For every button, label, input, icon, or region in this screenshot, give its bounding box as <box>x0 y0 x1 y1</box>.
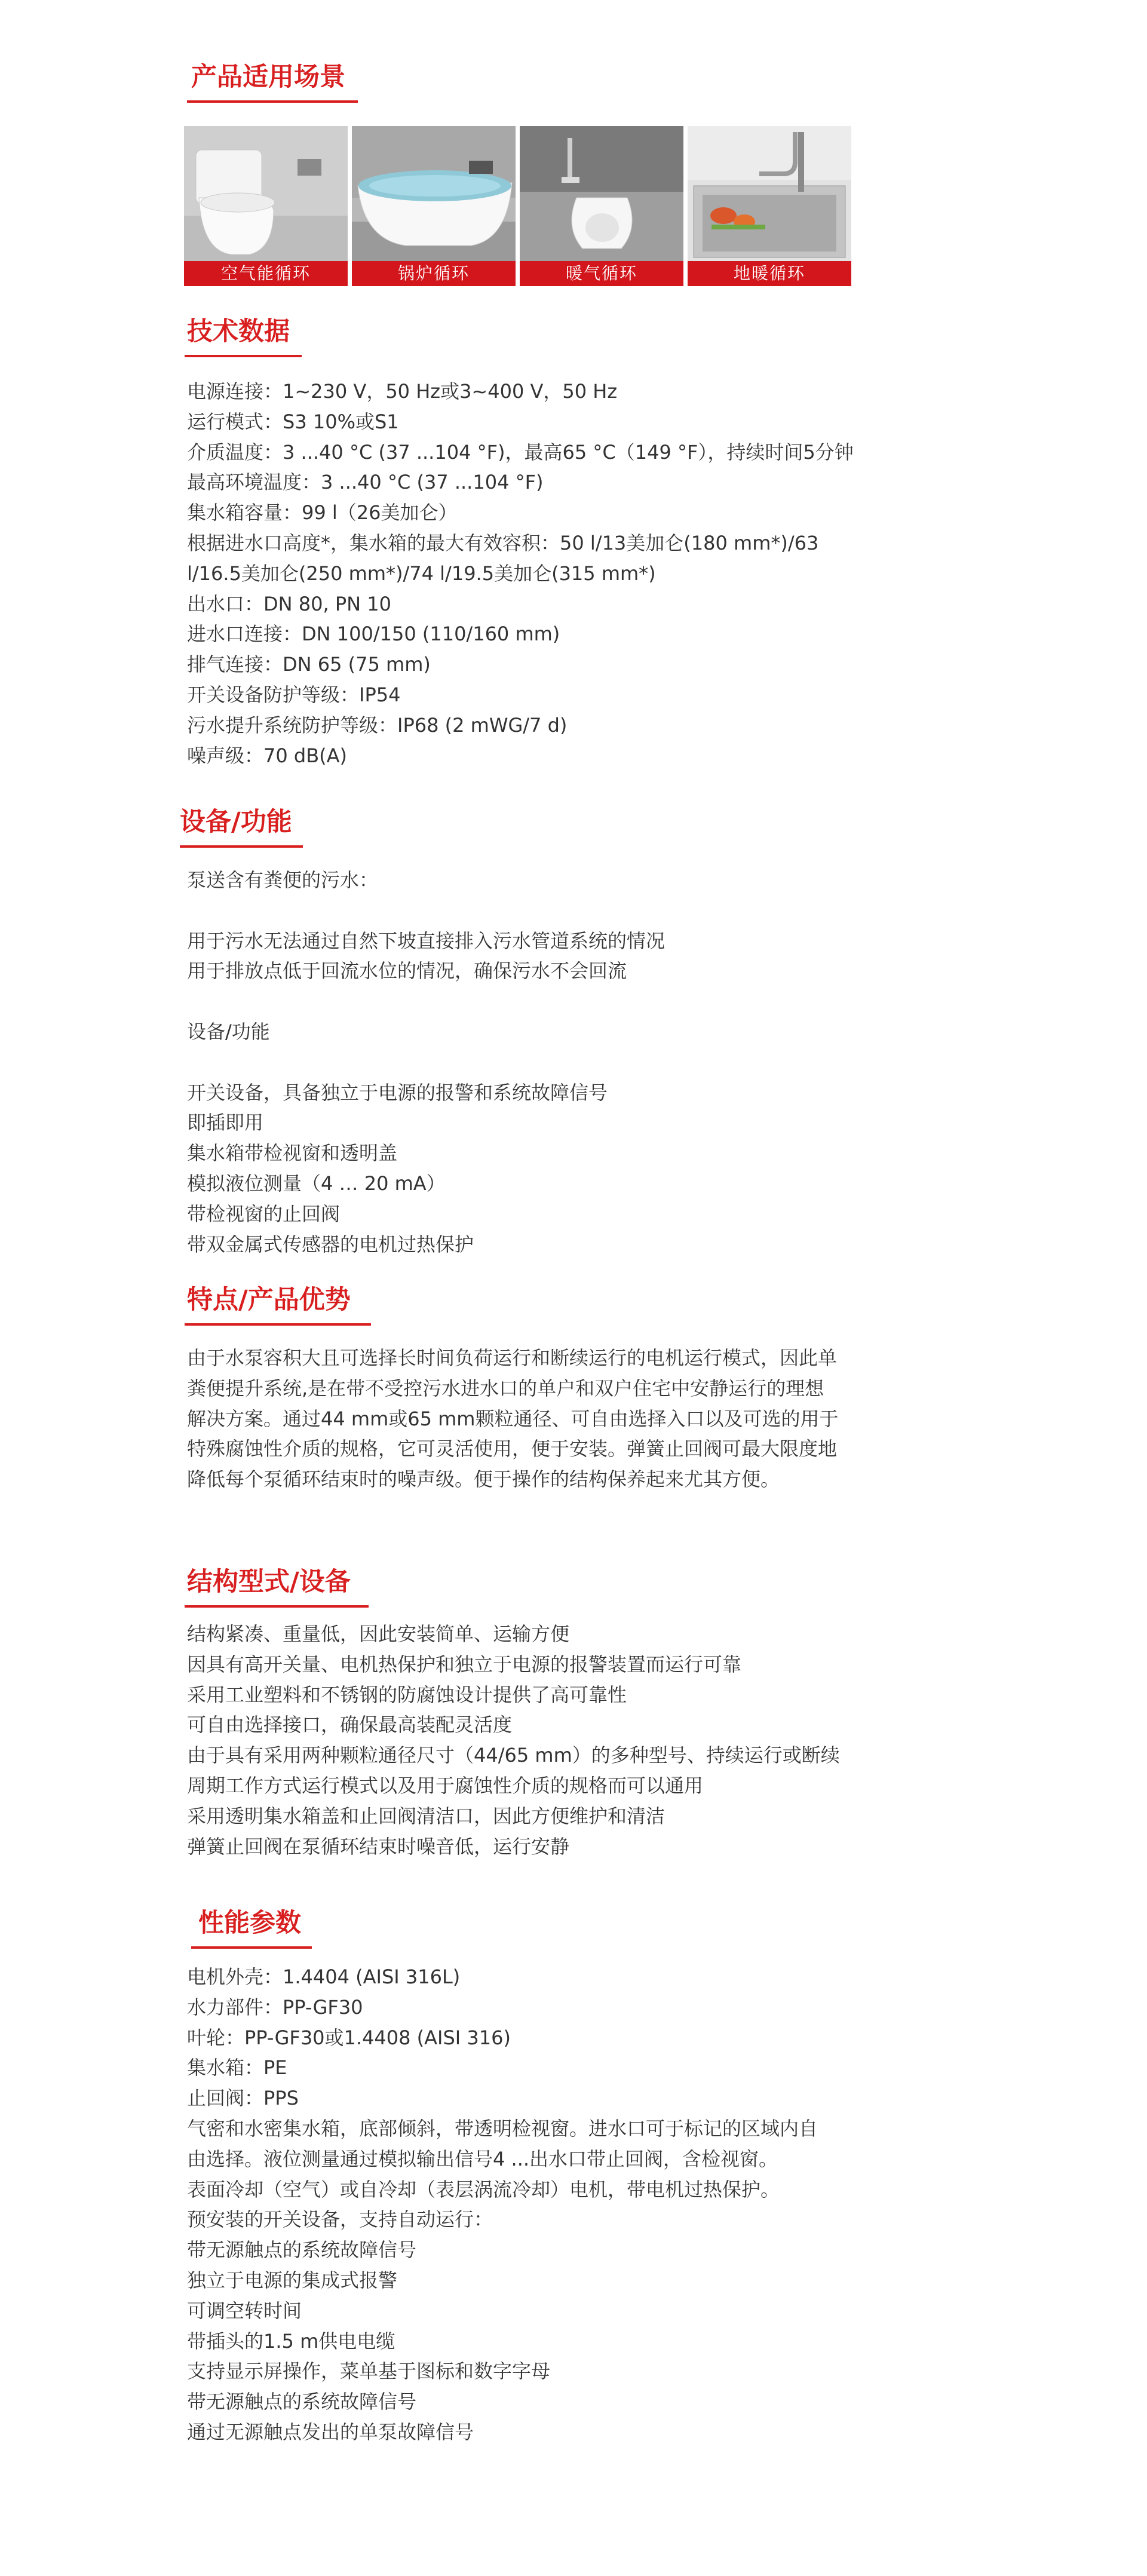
tech-data-line: 集水箱容量：99 l（26美加仑） <box>187 501 458 525</box>
performance-line: 预安装的开关设备，支持自动运行： <box>187 2208 493 2231</box>
toilet-icon <box>184 126 348 261</box>
equipment-line: 集水箱带检视窗和透明盖 <box>187 1142 398 1165</box>
structure-line: 结构紧凑、重量低，因此安装简单、运输方便 <box>187 1623 570 1645</box>
tech-data-line: 最高环境温度：3 ...40 °C (37 ...104 °F) <box>187 471 544 494</box>
scenarios-underline <box>187 100 358 103</box>
performance-line: 独立于电源的集成式报警 <box>187 2268 398 2292</box>
performance-underline <box>191 1946 312 1949</box>
performance-line: 水力部件：PP-GF30 <box>187 1995 363 2019</box>
performance-line: 表面冷却（空气）或自冷却（表层涡流冷却）电机，带电机过热保护。 <box>187 2178 780 2201</box>
performance-line: 气密和水密集水箱，底部倾斜，带透明检视窗。进水口可于标记的区域内自 <box>187 2117 818 2140</box>
performance-title: 性能参数 <box>198 1908 301 1938</box>
tech-data-line: 介质温度：3 ...40 °C (37 ...104 °F)，最高65 °C（149 °F），持续时间5分钟 <box>187 440 854 464</box>
scenario-label: 地暖循环 <box>688 261 851 286</box>
structure-underline <box>185 1605 369 1608</box>
scenario-gallery <box>184 126 852 286</box>
equipment-line: 用于污水无法通过自然下坡直接排入污水管道系统的情况 <box>187 929 665 952</box>
bathtub-icon <box>352 126 516 261</box>
tech-data-line: l/16.5美加仑(250 mm*)/74 l/19.5美加仑(315 mm*) <box>187 562 656 585</box>
structure-line: 周期工作方式运行模式以及用于腐蚀性介质的规格而可以通用 <box>187 1774 704 1797</box>
tech-data-line: 进水口连接：DN 100/150 (110/160 mm) <box>187 622 560 646</box>
features-underline <box>185 1323 371 1326</box>
features-line: 粪便提升系统,是在带不受控污水进水口的单户和双户住宅中安静运行的理想 <box>187 1376 824 1400</box>
equipment-line: 开关设备，具备独立于电源的报警和系统故障信号 <box>187 1081 608 1104</box>
equipment-underline <box>180 845 303 848</box>
equipment-line: 即插即用 <box>187 1111 264 1134</box>
equipment-line: 带检视窗的止回阀 <box>187 1202 341 1225</box>
tech-data-line: 排气连接：DN 65 (75 mm) <box>187 653 431 676</box>
structure-title: 结构型式/设备 <box>187 1567 351 1597</box>
scenario-tile-heating[interactable] <box>520 126 683 286</box>
tech-data-title: 技术数据 <box>187 317 290 346</box>
tech-data-line: 噪声级：70 dB(A) <box>187 744 348 767</box>
scenario-label: 锅炉循环 <box>352 261 516 286</box>
features-line: 由于水泵容积大且可选择长时间负荷运行和断续运行的电机运行模式，因此单 <box>187 1347 838 1369</box>
equipment-line: 模拟液位测量（4 … 20 mA） <box>187 1172 446 1195</box>
tech-data-line: 污水提升系统防护等级：IP68 (2 mWG/7 d) <box>187 713 568 737</box>
tech-data-underline <box>185 355 302 357</box>
tech-data-list <box>187 376 934 771</box>
squat-toilet-icon <box>520 126 683 261</box>
features-line: 解决方案。通过44 mm或65 mm颗粒通径、可自由选择入口以及可选的用于 <box>187 1407 839 1430</box>
blank-line <box>187 896 934 926</box>
performance-line: 电机外壳：1.4404 (AISI 316L) <box>187 1965 461 1988</box>
structure-line: 弹簧止回阀在泵循环结束时噪音低，运行安静 <box>187 1835 570 1858</box>
tech-data-line: 出水口：DN 80, PN 10 <box>187 592 391 615</box>
structure-line: 采用工业塑料和不锈钢的防腐蚀设计提供了高可靠性 <box>187 1683 627 1706</box>
scenario-tile-floor-heating[interactable] <box>688 126 851 286</box>
tech-data-line: 根据进水口高度*，集水箱的最大有效容积：50 l/13美加仑(180 mm*)/63 <box>187 531 819 554</box>
performance-line: 带插头的1.5 m供电电缆 <box>187 2329 395 2353</box>
scenario-label: 空气能循环 <box>184 261 348 286</box>
performance-line: 带无源触点的系统故障信号 <box>187 2238 417 2262</box>
features-paragraph <box>187 1343 880 1495</box>
equipment-line: 带双金属式传感器的电机过热保护 <box>187 1232 474 1256</box>
performance-line: 集水箱：PE <box>187 2056 287 2080</box>
blank-line <box>187 986 934 1017</box>
equipment-line: 泵送含有粪便的污水： <box>187 869 379 891</box>
structure-list <box>187 1619 934 1862</box>
tech-data-line: 电源连接：1~230 V，50 Hz或3~400 V，50 Hz <box>187 380 618 403</box>
equipment-subheading: 设备/功能 <box>187 1020 270 1043</box>
structure-line: 可自由选择接口，确保最高装配灵活度 <box>187 1713 513 1737</box>
tech-data-line: 运行模式：S3 10%或S1 <box>187 410 399 433</box>
scenario-tile-boiler[interactable] <box>352 126 516 286</box>
performance-line: 止回阀：PPS <box>187 2087 299 2110</box>
structure-line: 因具有高开关量、电机热保护和独立于电源的报警装置而运行可靠 <box>187 1652 742 1676</box>
performance-line: 支持显示屏操作，菜单基于图标和数字字母 <box>187 2360 551 2383</box>
blank-line <box>187 1047 934 1078</box>
performance-line: 可调空转时间 <box>187 2299 302 2322</box>
scenarios-title: 产品适用场景 <box>191 62 345 92</box>
structure-line: 采用透明集水箱盖和止回阀清洁口，因此方便维护和清洁 <box>187 1804 665 1827</box>
performance-line: 由选择。液位测量通过模拟输出信号4 ...出水口带止回阀，含检视窗。 <box>187 2147 778 2170</box>
performance-line: 通过无源触点发出的单泵故障信号 <box>187 2420 474 2443</box>
structure-line: 由于具有采用两种颗粒通径尺寸（44/65 mm）的多种型号、持续运行或断续 <box>187 1744 840 1767</box>
performance-line: 带无源触点的系统故障信号 <box>187 2390 417 2414</box>
kitchen-sink-icon <box>688 126 851 261</box>
tech-data-line: 开关设备防护等级：IP54 <box>187 683 401 706</box>
scenario-label: 暖气循环 <box>520 261 683 286</box>
equipment-title: 设备/功能 <box>180 807 292 837</box>
equipment-list <box>187 865 934 1259</box>
features-line: 降低每个泵循环结束时的噪声级。便于操作的结构保养起来尤其方便。 <box>187 1468 780 1491</box>
scenario-tile-air[interactable] <box>184 126 348 286</box>
performance-list <box>187 1962 934 2448</box>
features-line: 特殊腐蚀性介质的规格，它可灵活使用，便于安装。弹簧止回阀可最大限度地 <box>187 1437 838 1461</box>
performance-line: 叶轮：PP-GF30或1.4408 (AISI 316) <box>187 2026 511 2049</box>
equipment-line: 用于排放点低于回流水位的情况，确保污水不会回流 <box>187 959 627 983</box>
features-title: 特点/产品优势 <box>187 1285 351 1315</box>
